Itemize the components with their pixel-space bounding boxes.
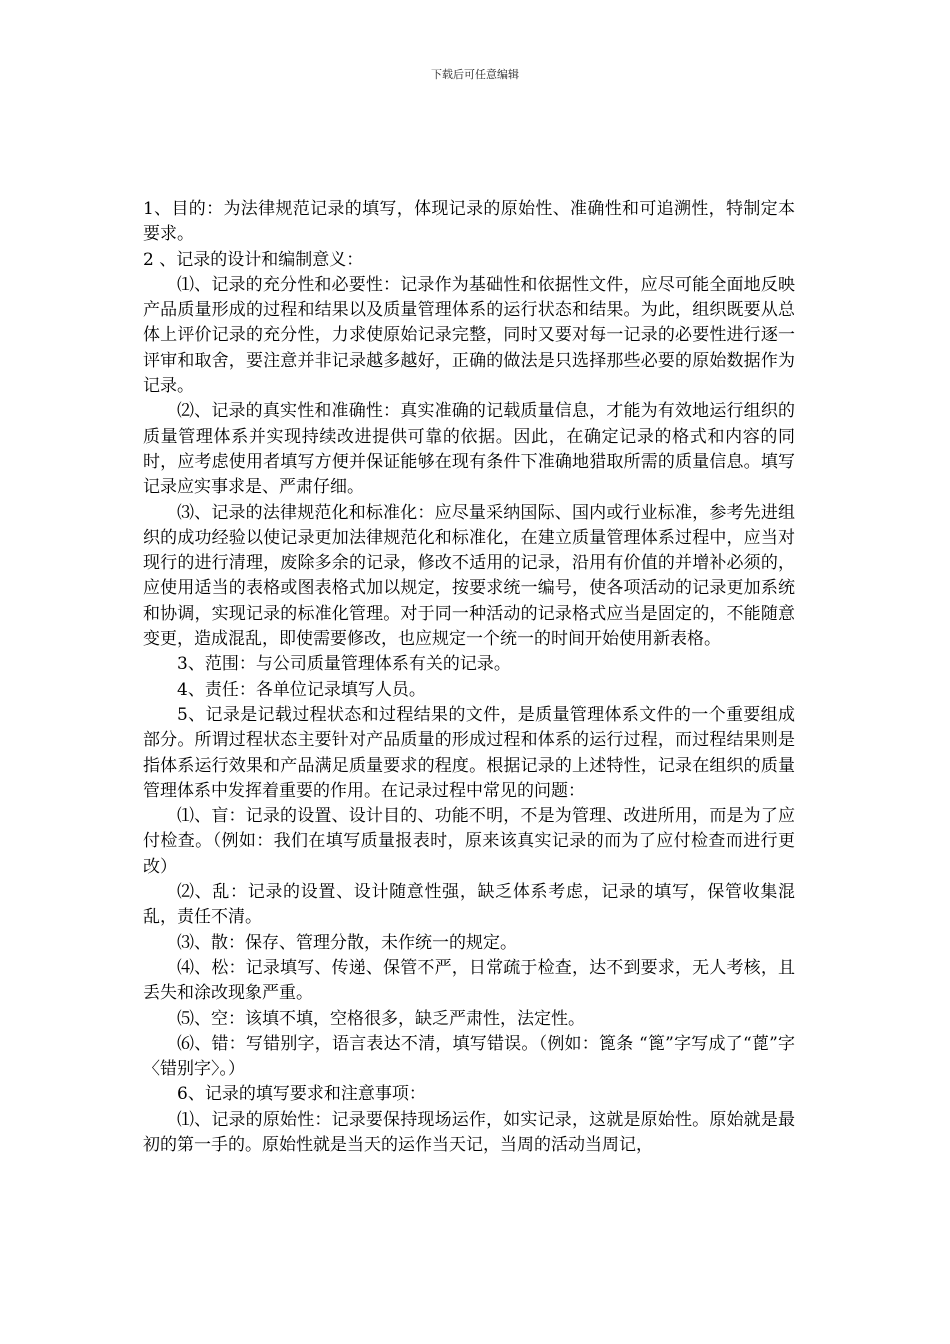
paragraph: 2 、记录的设计和编制意义： (143, 249, 364, 270)
paragraph: ⑴、记录的充分性和必要性：记录作为基础性和依据性文件，应尽可能全面地反映产品质量形成的过程和结果以及质量管理体系的运行状态和结果。为此，组织既要从总体上评价记录的充分性，力求使原始记录完整，同时又要对每一记录的必要性进行逐一评审和取舍，要注意并非记录越多越好，正确的做法是只选择那些必要的原始数据作为记录。 (143, 274, 795, 397)
paragraph: ⑴、盲：记录的设置、设计目的、功能不明，不是为管理、改进所用，而是为了应付检查。（例如：我们在填写质量报表时，原来该真实记录的而为了应付检查而进行更改） (143, 806, 795, 877)
paragraph: ⑶、记录的法律规范化和标准化：应尽量采纳国际、国内或行业标准，参考先进组织的成功经验以使记录更加法律规范化和标准化，在建立质量管理体系过程中，应当对现行的进行清理，废除多余的记录，修改不适用的记录，沿用有价值的并增补必须的，应使用适当的表格或图表格式加以规定，按要求统一编号，使各项活动的记录更加系统和协调，实现记录的标准化管理。对于同一种活动的记录格式应当是固定的，不能随意变更，造成混乱，即使需要修改，也应规定一个统一的时间开始使用新表格。 (143, 502, 795, 650)
paragraph: ⑵、记录的真实性和准确性：真实准确的记载质量信息，才能为有效地运行组织的质量管理体系并实现持续改进提供可靠的依据。因此，在确定记录的格式和内容的同时，应考虑使用者填写方便并保证能够在现有条件下准确地猎取所需的质量信息。填写记录应实事求是、严肃仔细。 (143, 401, 795, 498)
paragraph: 6、记录的填写要求和注意事项： (177, 1084, 426, 1105)
paragraph: ⑴、记录的原始性：记录要保持现场运作，如实记录，这就是原始性。原始就是最初的第一手的。原始性就是当天的运作当天记，当周的活动当周记， (143, 1109, 795, 1155)
paragraph: ⑸、空：该填不填，空格很多，缺乏严肃性，法定性。 (177, 1008, 585, 1029)
paragraph: ⑶、散：保存、管理分散，未作统一的规定。 (177, 932, 517, 953)
document-body (143, 197, 795, 1158)
paragraph: ⑵、乱：记录的设置、设计随意性强，缺乏体系考虑，记录的填写，保管收集混乱，责任不清。 (143, 882, 795, 928)
paragraph: 5、记录是记载过程状态和过程结果的文件，是质量管理体系文件的一个重要组成部分。所谓过程状态主要针对产品质量的形成过程和体系的运行过程，而过程结果则是指体系运行效果和产品满足质量要求的程度。根据记录的上述特性，记录在组织的质量管理体系中发挥着重要的作用。在记录过程中常见的问题： (143, 704, 795, 801)
page-header: 下载后可任意编辑 (431, 68, 519, 81)
paragraph: ⑹、错：写错别字，语言表达不清，填写错误。（例如：篦条 “篦”字写成了“蓖”字〈错别字〉。） (143, 1033, 795, 1080)
paragraph: 3、范围：与公司质量管理体系有关的记录。 (177, 654, 511, 675)
paragraph: ⑷、松：记录填写、传递、保管不严，日常疏于检查，达不到要求，无人考核，且丢失和涂改现象严重。 (143, 957, 795, 1004)
paragraph: 4、责任：各单位记录填写人员。 (177, 679, 426, 700)
paragraph: 1、目的：为法律规范记录的填写，体现记录的原始性、准确性和可追溯性，特制定本要求。 (143, 199, 795, 245)
